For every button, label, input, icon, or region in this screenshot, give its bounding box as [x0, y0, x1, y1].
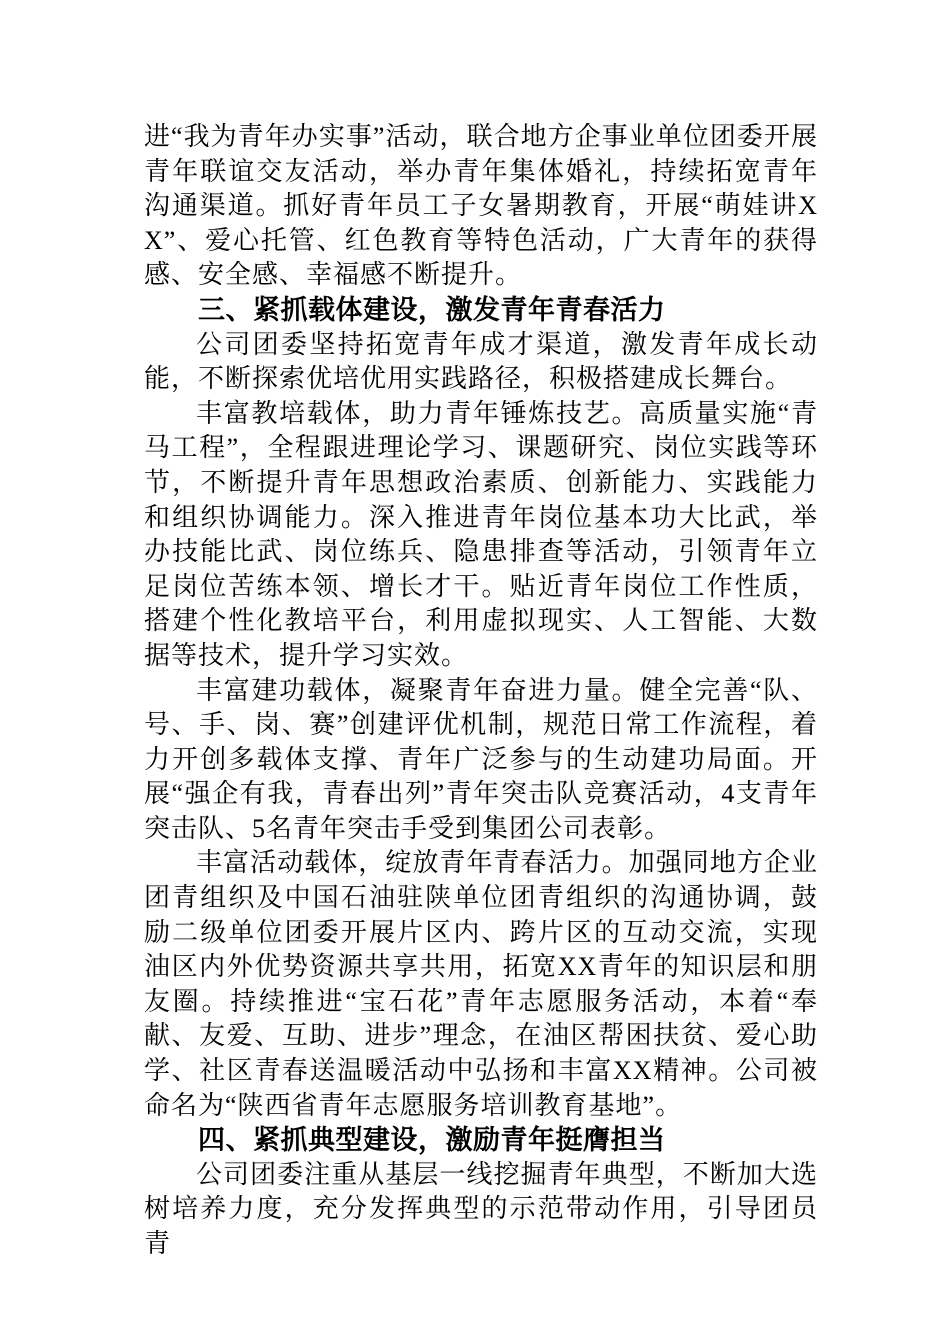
- section-heading-4-model-building: 四、紧抓典型建设，激励青年挺膺担当: [198, 1125, 666, 1156]
- paragraph-activity-carrier: 丰富活动载体，绽放青年青春活力。加强同地方企业团青组织及中国石油驻陕单位团青组织的沟通协调，鼓励二级单位团委开展片区内、跨片区的互动交流，实现油区内外优势资源共享共用，拓宽XX青年的知识层和朋友圈。持续推进“宝石花”青年志愿服务活动，本着“奉献、友爱、互助、进步”理念，在油区帮困扶贫、爱心助学、社区青春送温暖活动中弘扬和丰富XX精神。公司被命名为“陕西省青年志愿服务培训教育基地”。: [144, 848, 818, 1120]
- document-text-body: [144, 120, 818, 1262]
- paragraph-model-cultivation-cutoff: 公司团委注重从基层一线挖掘青年典型，不断加大选树培养力度，充分发挥典型的示范带动作用，引导团员青: [144, 1159, 818, 1258]
- paragraph-training-carrier: 丰富教培载体，助力青年锤炼技艺。高质量实施“青马工程”，全程跟进理论学习、课题研究、岗位实践等环节，不断提升青年思想政治素质、创新能力、实践能力和组织协调能力。深入推进青年岗位基本功大比武，举办技能比武、岗位练兵、隐患排查等活动，引领青年立足岗位苦练本领、增长才干。贴近青年岗位工作性质，搭建个性化教培平台，利用虚拟现实、人工智能、大数据等技术，提升学习实效。: [144, 398, 818, 670]
- section-heading-3-carrier-building: 三、紧抓载体建设，激发青年青春活力: [198, 294, 666, 325]
- paragraph-growth-stage: 公司团委坚持拓宽青年成才渠道，激发青年成长动能，不断探索优培优用实践路径，积极搭建成长舞台。: [144, 329, 818, 394]
- paragraph-continuation-youth-services: 进“我为青年办实事”活动，联合地方企事业单位团委开展青年联谊交友活动，举办青年集体婚礼，持续拓宽青年沟通渠道。抓好青年员工子女暑期教育，开展“萌娃讲XX”、爱心托管、红色教育等特色活动，广大青年的获得感、安全感、幸福感不断提升。: [144, 122, 818, 290]
- paragraph-achievement-carrier: 丰富建功载体，凝聚青年奋进力量。健全完善“队、号、手、岗、赛”创建评优机制，规范日常工作流程，着力开创多载体支撑、青年广泛参与的生动建功局面。开展“强企有我，青春出列”青年突击队竞赛活动，4支青年突击队、5名青年突击手受到集团公司表彰。: [144, 675, 818, 843]
